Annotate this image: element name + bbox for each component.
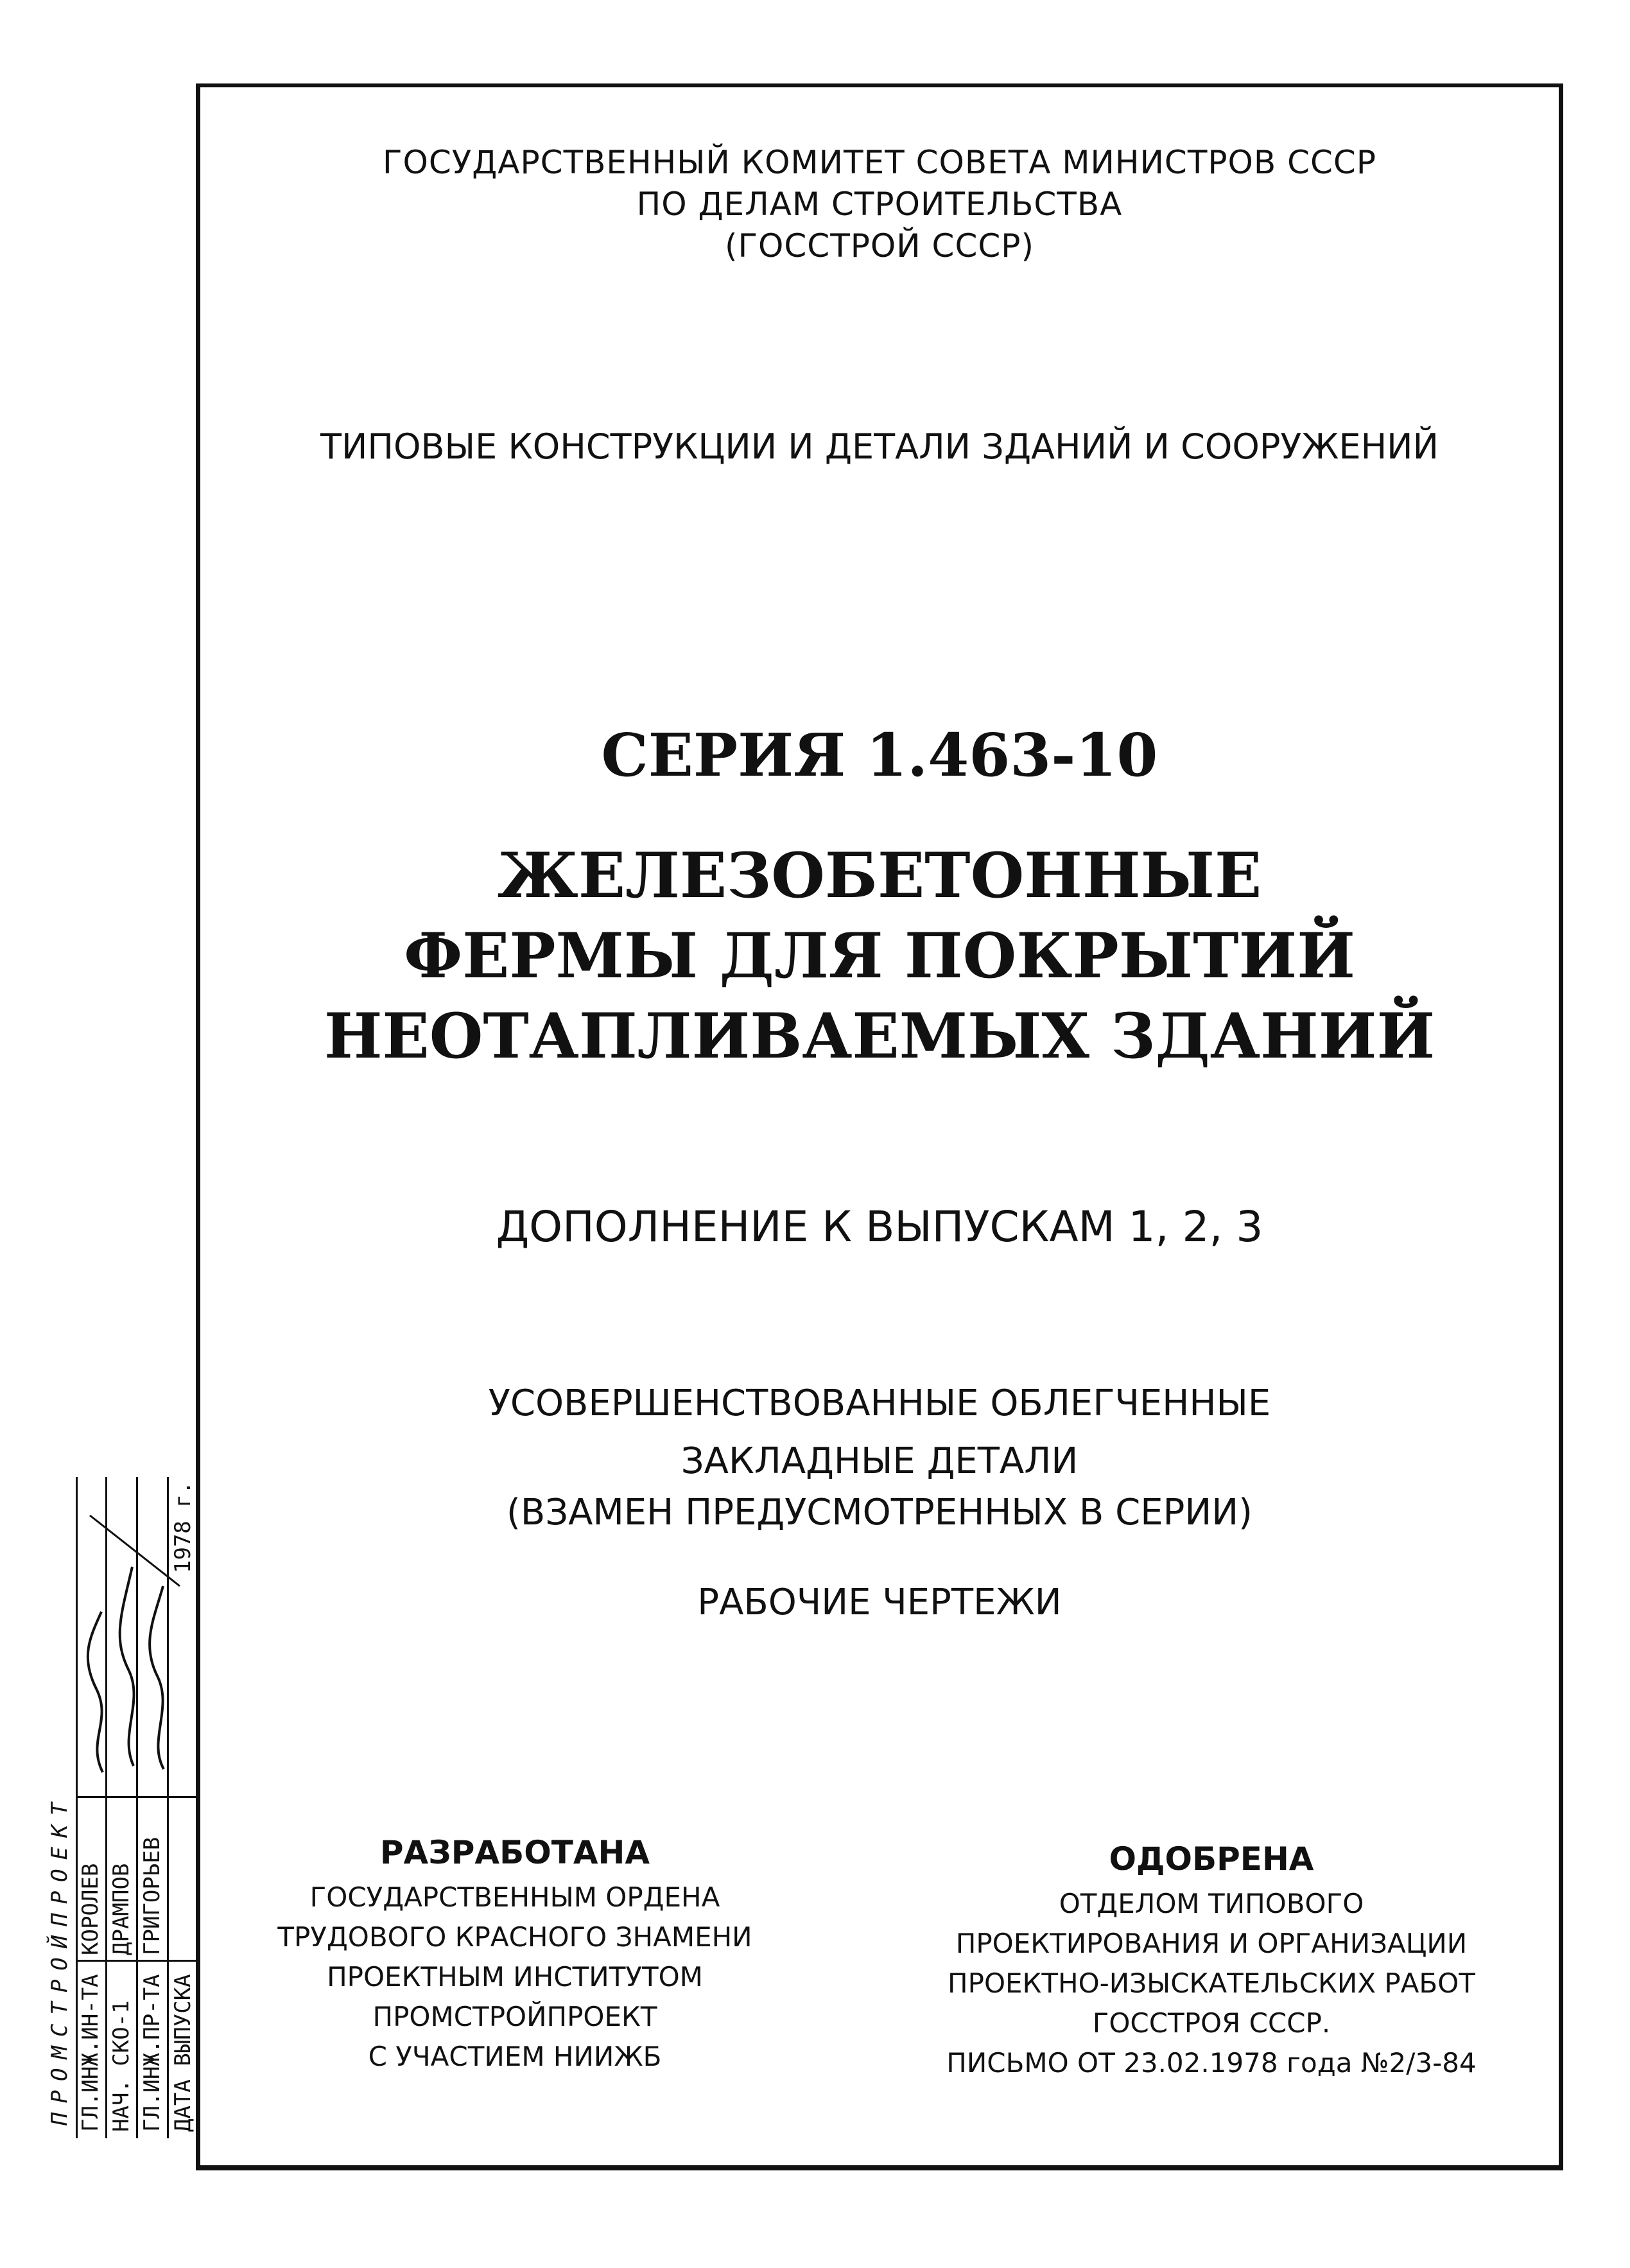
developed-heading: РАЗРАБОТАНА — [379, 1834, 650, 1871]
stamp-name: ДРАМПОВ — [108, 1863, 134, 1955]
stamp-name: ГРИГОРЬЕВ — [139, 1836, 165, 1955]
approved-block — [923, 1834, 1500, 2083]
approved-line-2: ПРОЕКТИРОВАНИЯ И ОРГАНИЗАЦИИ — [955, 1928, 1468, 1959]
series-number: СЕРИЯ 1.463-10 — [601, 720, 1158, 790]
stamp-org-row — [45, 1477, 78, 2138]
signature-icon — [83, 1509, 193, 1779]
title-line-3: НЕОТАПЛИВАЕМЫХ ЗДАНИЙ — [324, 1000, 1435, 1072]
stamp-name: 1978 г. — [170, 1481, 196, 1573]
approved-line-4: ГОССТРОЯ СССР. — [1092, 2007, 1331, 2039]
category-heading: ТИПОВЫЕ КОНСТРУКЦИИ И ДЕТАЛИ ЗДАНИЙ И СООРУЖЕНИЙ — [320, 426, 1439, 467]
stamp-role: ДАТА ВЫПУСКА — [170, 1974, 196, 2132]
header-line-1: ГОСУДАРСТВЕННЫЙ КОМИТЕТ СОВЕТА МИНИСТРОВ СССР — [383, 144, 1376, 181]
stamp-divider — [76, 1796, 199, 1798]
header-line-2: ПО ДЕЛАМ СТРОИТЕЛЬСТВА — [636, 186, 1123, 223]
developed-line-3: ПРОЕКТНЫМ ИНСТИТУТОМ — [327, 1961, 703, 1993]
stamp-org: ПРОМСТРОЙПРОЕКТ — [47, 1793, 73, 2125]
developed-line-2: ТРУДОВОГО КРАСНОГО ЗНАМЕНИ — [277, 1921, 752, 1953]
approval-stamp — [45, 1477, 199, 2138]
title-line-2: ФЕРМЫ ДЛЯ ПОКРЫТИЙ — [404, 920, 1355, 992]
developed-line-1: ГОСУДАРСТВЕННЫМ ОРДЕНА — [309, 1881, 720, 1913]
stamp-role: ГЛ.ИНЖ.ПР-ТА — [139, 1974, 165, 2132]
developed-line-4: ПРОМСТРОЙПРОЕКТ — [372, 2001, 657, 2032]
approved-line-5: ПИСЬМО ОТ 23.02.1978 года №2/3-84 — [946, 2047, 1477, 2079]
document-frame — [196, 83, 1563, 2170]
header-line-3: (ГОССТРОЙ СССР) — [725, 227, 1034, 265]
developed-block — [264, 1827, 765, 2077]
title-line-1: ЖЕЛЕЗОБЕТОННЫЕ — [497, 839, 1262, 912]
approved-line-3: ПРОЕКТНО-ИЗЫСКАТЕЛЬСКИХ РАБОТ — [948, 1967, 1475, 1999]
stamp-divider — [76, 1960, 199, 1962]
subject-line-3: (ВЗАМЕН ПРЕДУСМОТРЕННЫХ В СЕРИИ) — [507, 1492, 1253, 1533]
subject-line-4: РАБОЧИЕ ЧЕРТЕЖИ — [697, 1582, 1062, 1623]
approved-heading: ОДОБРЕНА — [1109, 1840, 1314, 1878]
stamp-name: КОРОЛЕВ — [78, 1863, 103, 1955]
subject-line-1: УСОВЕРШЕНСТВОВАННЫЕ ОБЛЕГЧЕННЫЕ — [488, 1383, 1271, 1424]
supplement-line: ДОПОЛНЕНИЕ К ВЫПУСКАМ 1, 2, 3 — [496, 1202, 1263, 1252]
stamp-role: ГЛ.ИНЖ.ИН-ТА — [78, 1974, 103, 2132]
developed-line-5: С УЧАСТИЕМ НИИЖБ — [368, 2041, 662, 2072]
subject-line-2: ЗАКЛАДНЫЕ ДЕТАЛИ — [681, 1440, 1079, 1482]
stamp-role: НАЧ. СКО-1 — [108, 2000, 134, 2132]
approved-line-1: ОТДЕЛОМ ТИПОВОГО — [1059, 1888, 1364, 1919]
